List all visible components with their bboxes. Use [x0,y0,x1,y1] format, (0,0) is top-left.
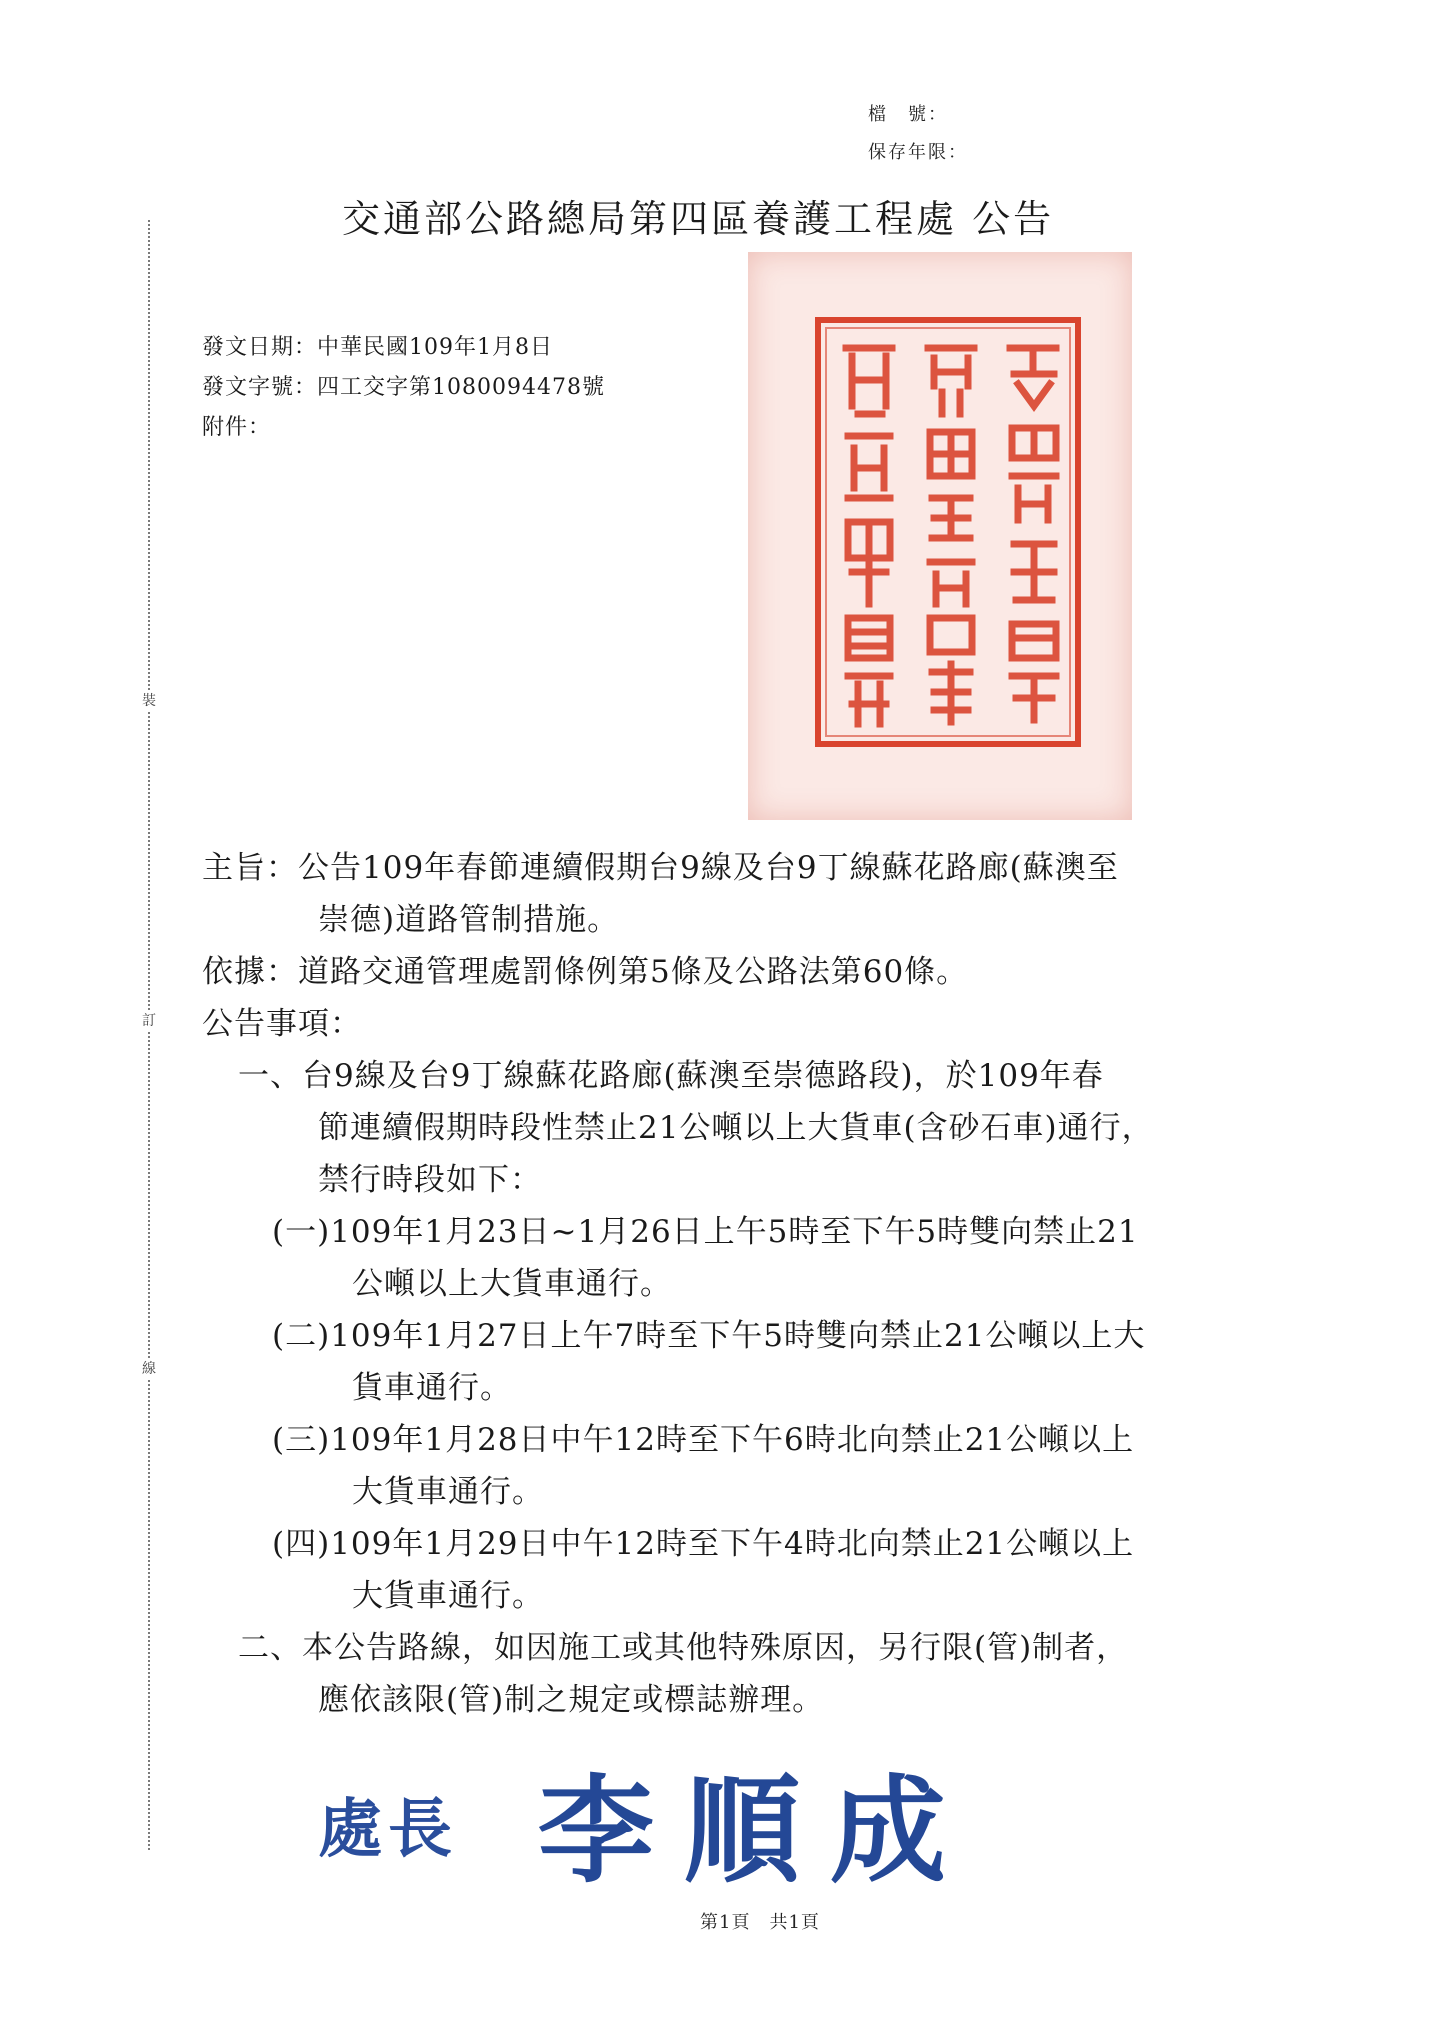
attachment [202,410,271,441]
subject-line-2: 崇德)道路管制措施。 [318,902,620,938]
file-number-label: 檔 號： [868,104,948,125]
issue-date-label: 發文日期： [202,335,318,360]
item-1-line-2: 節連續假期時段性禁止21公噸以上大貨車(含砂石車)通行， [318,1110,1154,1146]
sub-item-2-line-2: 貨車通行。 [352,1370,512,1406]
sub-item-4-line-1: (四)109年1月29日中午12時至下午4時北向禁止21公噸以上 [272,1526,1135,1562]
sub-item-4-line-2: 大貨車通行。 [352,1578,544,1614]
attachment-label: 附件： [202,415,272,440]
subject-line-1: 主旨：公告109年春節連續假期台9線及台9丁線蘇花路廊(蘇澳至 [202,850,1119,886]
official-seal [748,252,1132,820]
basis-line: 依據：道路交通管理處罰條例第5條及公路法第60條。 [202,954,969,990]
items-heading: 公告事項： [202,1006,362,1042]
sub-item-1-line-2: 公噸以上大貨車通行。 [352,1266,672,1302]
retention-label: 保存年限： [868,142,968,163]
director-signature [318,1738,998,1899]
signature-name: 李順成 [538,1764,976,1899]
item-1-line-3: 禁行時段如下： [318,1162,542,1198]
sub-item-1-line-1: (一)109年1月23日~1月26日上午5時至下午5時雙向禁止21 [272,1214,1139,1250]
binding-mark-2: 訂 [138,1010,160,1030]
sub-item-3-line-1: (三)109年1月28日中午12時至下午6時北向禁止21公噸以上 [272,1422,1135,1458]
signature-title: 處長 [318,1793,458,1867]
binding-mark-1: 裝 [138,690,160,710]
sub-item-3-line-2: 大貨車通行。 [352,1474,544,1510]
sub-item-2-line-1: (二)109年1月27日上午7時至下午5時雙向禁止21公噸以上大 [272,1318,1146,1354]
item-1-line-1: 一、台9線及台9丁線蘇花路廊(蘇澳至崇德路段)，於109年春 [238,1058,1104,1094]
binding-mark-3: 線 [138,1358,160,1378]
document-title: 交通部公路總局第四區養護工程處 公告 [342,197,1055,241]
document-number-value: 四工交字第1080094478號 [317,375,605,400]
issue-date [202,330,553,361]
binding-line [148,220,150,1850]
document-number [202,370,605,401]
document-number-label: 發文字號： [202,375,318,400]
page-number: 第1頁 共1頁 [700,1912,820,1933]
item-2-line-2: 應依該限(管)制之規定或標誌辦理。 [318,1682,825,1718]
issue-date-value: 中華民國109年1月8日 [317,335,554,360]
seal-graphic [748,252,1132,820]
item-2-line-1: 二、本公告路線，如因施工或其他特殊原因，另行限(管)制者， [238,1630,1129,1666]
